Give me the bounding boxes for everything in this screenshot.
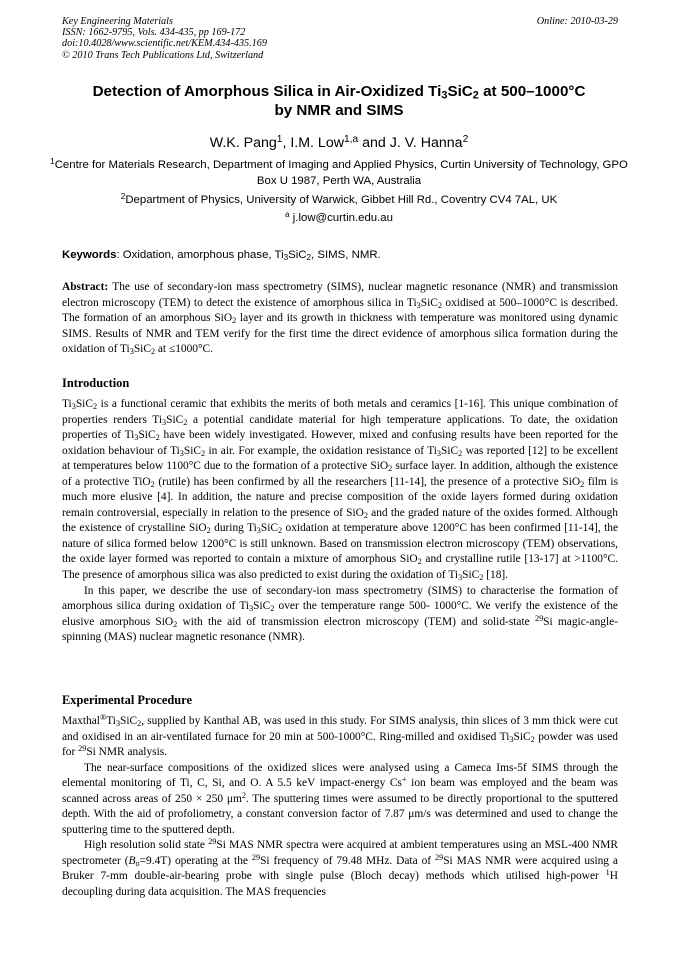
text: High resolution solid state	[84, 839, 209, 852]
text: over the temperature range 500- 1000°C. We verify the existence of the elusive amorphous SiO	[62, 600, 618, 628]
text: SiC	[138, 429, 156, 442]
text: SiC	[462, 569, 480, 582]
text: ion beam was employed and the beam was scanned across areas of 250 × 250 μm	[62, 777, 618, 805]
subscript: 2	[150, 479, 155, 489]
email-text: j.low@curtin.edu.au	[289, 212, 393, 224]
text: SiC	[260, 522, 278, 535]
title-line-2: by NMR and SIMS	[274, 102, 404, 119]
subscript: o	[135, 858, 140, 868]
subscript: 3	[256, 526, 261, 536]
text: SiC	[75, 398, 93, 410]
keywords-subscript: 2	[306, 253, 312, 263]
subscript: 2	[173, 619, 178, 629]
text: H decoupling during data acquisition. The MAS frequencies	[62, 870, 618, 899]
introduction-body	[62, 397, 618, 646]
superscript: 29	[208, 837, 217, 847]
subscript: 2	[270, 604, 275, 614]
subscript: 2	[479, 573, 484, 583]
text: SiC	[166, 413, 184, 426]
text: , supplied by Kanthal AB, was used in this study. For SIMS analysis, thin slices of 3 mm thick were cut and oxidised in an air-ventilated furnace for 20 min at 500-1000°C. Ring-milled and oxidised Ti	[62, 715, 618, 743]
subscript: 2	[183, 417, 188, 427]
subscript: 3	[129, 347, 134, 357]
superscript: 29	[78, 744, 87, 753]
subscript: 2	[155, 433, 160, 443]
affiliation-text: Department of Physics, University of Warwick, Gibbet Hill Rd., Coventry CV4 7AL, UK	[125, 194, 558, 206]
affiliation-1	[40, 158, 638, 189]
subscript: 2	[363, 510, 368, 520]
subscript: 2	[417, 557, 422, 567]
superscript: 1	[605, 868, 610, 878]
keywords	[62, 248, 618, 263]
subscript: 3	[509, 734, 514, 744]
subscript: 3	[115, 719, 121, 729]
keywords-label: Keywords	[62, 249, 117, 261]
subscript: 2	[201, 448, 206, 458]
text: surface layer. In addition, although the existence of a protective TiO	[62, 460, 618, 488]
text: The near-surface compositions of the oxidized slices were analysed using a Cameca Ims-5f SIMS through the elemental monitoring of Ti, C, Si, and O. A 5.5 keV impact-energy Cs	[62, 761, 618, 790]
text: Si NMR analysis.	[86, 746, 168, 759]
text: with the aid of transmission electron microscopy (TEM) and solid-state	[177, 615, 535, 628]
text: Si MAS NMR spectra were acquired at ambient temperatures using an MSL-400 NMR spectrometer (	[62, 839, 618, 867]
subscript: 2	[388, 464, 393, 474]
introduction-paragraph-2	[62, 584, 618, 646]
subscript: 2	[580, 479, 585, 489]
affiliation-2	[40, 193, 638, 209]
copyright-line: © 2010 Trans Tech Publications Ltd, Switzerland	[62, 49, 264, 61]
experimental-body	[62, 714, 618, 901]
text: Si MAS NMR were acquired using a Bruker 7-mm double-air-bearing probe with single pulse (Bloch decay) methods which utilised high-power	[62, 854, 618, 883]
subscript: 2	[232, 316, 237, 326]
introduction-paragraph-1	[62, 397, 618, 584]
introduction-heading: Introduction	[62, 376, 130, 390]
subscript: 2	[92, 402, 98, 412]
text: and crystalline rutile [13-17] at >1100°C. The presence of amorphous silica was also predicted to exist during the oxidation of Ti	[62, 553, 618, 582]
superscript: 2	[241, 790, 246, 800]
text: SiC	[441, 444, 459, 457]
title-text: Detection of Amorphous Silica in Air-Oxidized Ti	[92, 83, 442, 100]
subscript: 2	[437, 300, 442, 310]
subscript: 3	[249, 604, 254, 614]
title-line-1	[40, 82, 638, 101]
abstract-text: SiC	[420, 296, 438, 309]
affiliation-text: Centre for Materials Research, Department of Imaging and Applied Physics, Curtin University of Technology, GPO Box U 1987, Perth WA, Australia	[54, 159, 628, 187]
text: powder was used for	[62, 730, 618, 759]
title-text: SiC	[447, 83, 473, 100]
title-subscript: 3	[441, 89, 448, 102]
keywords-subscript: 3	[283, 253, 289, 263]
abstract-text: layer and its growth in thickness with temperature was monitored using dynamic SIMS. Results of NMR and TEM verify for the first time the direct evidence of amorphous silica formation during the oxidation of Ti	[62, 312, 619, 356]
subscript: 3	[416, 300, 421, 310]
keywords-text: , SIMS, NMR.	[311, 249, 381, 261]
abstract	[62, 280, 618, 358]
subscript: 2	[206, 526, 211, 536]
text: SiC	[120, 715, 138, 727]
text: during Ti	[210, 522, 257, 535]
author-affiliation-mark: 2	[462, 133, 469, 145]
text: film is much more elusive [4]. In addition, the nature and precise composition of the oxide layers formed during oxidation remain controversial, especially in relation to the presence of SiO	[62, 475, 619, 519]
text: =9.4T) operating at the	[139, 854, 252, 867]
text: have been widely investigated. However, mixed and confusing results have been reported for the oxidation behaviour of Ti	[62, 429, 618, 457]
text: [18].	[483, 569, 509, 582]
abstract-label: Abstract:	[62, 281, 109, 293]
text: SiC	[253, 600, 271, 613]
text: In this paper, we describe the use of secondary-ion mass spectrometry (SIMS) to characterise the formation of amorphous silica during oxidation of Ti	[62, 584, 618, 613]
subscript: 3	[436, 448, 442, 458]
subscript: 3	[134, 433, 139, 443]
subscript: 3	[179, 448, 184, 458]
subscript: 2	[137, 719, 142, 729]
affiliation-mark: 2	[120, 191, 126, 201]
abstract-text: The use of secondary-ion mass spectrometry (SIMS), nuclear magnetic resonance (NMR) and transmission electron microscopy (TEM) to detect the existence of amorphous silica in Ti	[62, 281, 618, 309]
keywords-text: SiC	[288, 249, 307, 261]
title-text: at 500–1000°C	[478, 83, 586, 100]
corresponding-email	[40, 211, 638, 227]
text: was reported [12] to be excellent at temperatures below 1100°C due to the formation of a protective SiO	[62, 444, 618, 473]
superscript: 29	[251, 852, 261, 862]
subscript: 3	[458, 573, 463, 583]
doi-line: doi:10.4028/www.scientific.net/KEM.434-435.169	[62, 38, 267, 50]
text: . The sputtering times were assumed to be directly proportional to the sputtered depth. With the aid of profoliometry, a constant conversion factor of 7.87 μm/s was determined and used to change the sputtering time to the sputtered depth.	[62, 792, 619, 836]
author-name: J. V. Hanna	[389, 135, 463, 151]
keywords-text: : Oxidation, amorphous phase, Ti	[116, 249, 284, 261]
superscript: ®	[99, 712, 107, 722]
author-name: W.K. Pang	[209, 135, 277, 151]
abstract-text: SiC	[133, 343, 151, 356]
experimental-paragraph-1	[62, 714, 618, 761]
text: is a functional ceramic that exhibits the merits of both metals and ceramics [1-16]. This unique combination of properties renders Ti	[62, 398, 618, 426]
online-date: Online: 2010-03-29	[536, 16, 618, 27]
subscript: 3	[162, 417, 167, 427]
text: a potential candidate material for high temperature applications. To date, the oxidation properties of Ti	[62, 413, 618, 442]
author-affiliation-mark: 1,a	[343, 133, 359, 145]
text: (rutile) has been confirmed by all the researchers [11-14], the presence of a protective SiO	[154, 475, 581, 488]
author-name: I.M. Low	[290, 135, 344, 151]
superscript: +	[401, 775, 407, 785]
issn-line: ISSN: 1662-9795, Vols. 434-435, pp 169-172	[62, 27, 246, 39]
paper-title	[40, 82, 638, 120]
subscript: 3	[71, 402, 76, 412]
experimental-paragraph-2	[62, 761, 618, 839]
email-mark: a	[285, 209, 290, 219]
text: oxidation at temperature above 1200°C has been confirmed [11-14], the nature of silica formed below 1200°C is still unknown. Based on transmission electron microscopy (TEM) observations, the oxide layer formed was reported to contain a mixture of amorphous SiO	[62, 522, 618, 566]
text: Ti	[106, 715, 116, 727]
abstract-text: oxidised at 500–1000°C is described. The formation of an amorphous SiO	[62, 296, 618, 325]
subscript: 2	[150, 347, 156, 357]
experimental-heading: Experimental Procedure	[62, 693, 192, 707]
journal-name: Key Engineering Materials	[62, 16, 173, 27]
text: Ti	[62, 398, 72, 410]
title-subscript: 2	[472, 89, 479, 102]
superscript: 29	[435, 852, 444, 862]
affiliation-mark: 1	[50, 156, 55, 166]
author-affiliation-mark: 1	[276, 133, 283, 145]
subscript: 2	[278, 526, 283, 536]
text: SiC	[513, 730, 531, 743]
author-separator: and	[358, 135, 390, 151]
text: SiC	[183, 444, 201, 457]
author-separator: ,	[282, 135, 291, 151]
italic-symbol: B	[128, 854, 136, 867]
subscript: 2	[458, 448, 463, 458]
subscript: 2	[530, 734, 535, 744]
text: Si magic-angle-spinning (MAS) nuclear magnetic resonance (NMR).	[62, 615, 618, 644]
experimental-paragraph-3	[62, 838, 618, 900]
text: in air. For example, the oxidation resistance of Ti	[205, 444, 437, 457]
journal-header	[62, 16, 618, 61]
text: and the graded nature of the oxides formed. Although the existence of crystalline SiO	[62, 506, 618, 535]
abstract-text: at ≤1000°C.	[155, 343, 213, 356]
superscript: 29	[534, 613, 544, 623]
text: Maxthal	[62, 715, 100, 727]
author-list	[40, 134, 638, 152]
text: Si frequency of 79.48 MHz. Data of	[260, 854, 435, 867]
